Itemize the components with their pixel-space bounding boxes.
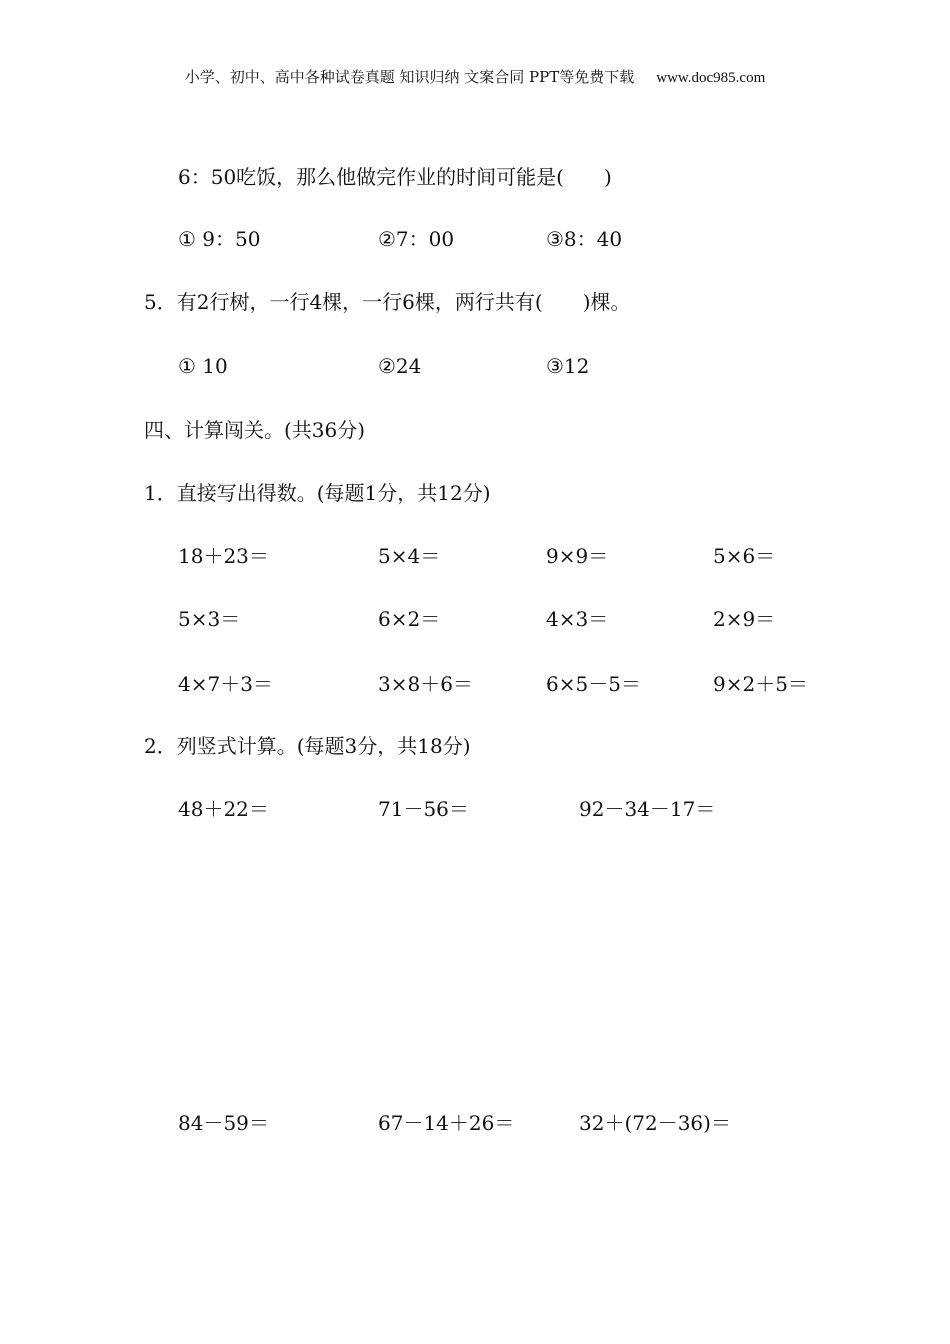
oral-problem: 4×3＝ xyxy=(546,607,609,631)
header-text: 小学、初中、高中各种试卷真题 知识归纳 文案合同 PPT等免费下载 xyxy=(184,68,635,86)
part1-row xyxy=(0,671,950,697)
part1-row xyxy=(0,606,950,632)
section4-title: 四、计算闯关。(共36分) xyxy=(144,418,366,442)
part1-row xyxy=(0,543,950,569)
q4-option-1: ① 9：50 xyxy=(178,227,261,251)
vertical-problem: 84－59＝ xyxy=(178,1111,269,1135)
vertical-problem: 92－34－17＝ xyxy=(579,797,716,821)
q4-option-2: ②7：00 xyxy=(378,227,455,251)
oral-problem: 6×5－5＝ xyxy=(546,672,641,696)
oral-problem: 4×7＋3＝ xyxy=(178,672,273,696)
vertical-problem: 67－14＋26＝ xyxy=(378,1111,515,1135)
oral-problem: 18＋23＝ xyxy=(178,544,269,568)
vertical-problem: 71－56＝ xyxy=(378,797,469,821)
header-url: www.doc985.com xyxy=(656,70,766,86)
oral-problem: 2×9＝ xyxy=(713,607,776,631)
q4-option-3: ③8：40 xyxy=(546,227,623,251)
q5-option-2: ②24 xyxy=(378,354,422,378)
q5-option-3: ③12 xyxy=(546,354,590,378)
vertical-problem: 32＋(72－36)＝ xyxy=(579,1111,731,1135)
page-header xyxy=(0,66,950,87)
part2-title: 2．列竖式计算。(每题3分，共18分) xyxy=(144,734,471,758)
part2-row xyxy=(0,796,950,822)
q5-option-1: ① 10 xyxy=(178,354,228,378)
oral-problem: 3×8＋6＝ xyxy=(378,672,473,696)
q5-options xyxy=(0,353,950,379)
q4-continued-text: 6：50吃饭，那么他做完作业的时间可能是( ) xyxy=(178,165,612,189)
part2-row xyxy=(0,1110,950,1136)
vertical-problem: 48＋22＝ xyxy=(178,797,269,821)
q4-options xyxy=(0,226,950,252)
oral-problem: 5×3＝ xyxy=(178,607,241,631)
oral-problem: 9×2＋5＝ xyxy=(713,672,808,696)
oral-problem: 5×6＝ xyxy=(713,544,776,568)
oral-problem: 5×4＝ xyxy=(378,544,441,568)
oral-problem: 9×9＝ xyxy=(546,544,609,568)
part1-title: 1．直接写出得数。(每题1分，共12分) xyxy=(144,481,491,505)
oral-problem: 6×2＝ xyxy=(378,607,441,631)
q5-text: 5．有2行树，一行4棵，一行6棵，两行共有( )棵。 xyxy=(144,290,631,314)
